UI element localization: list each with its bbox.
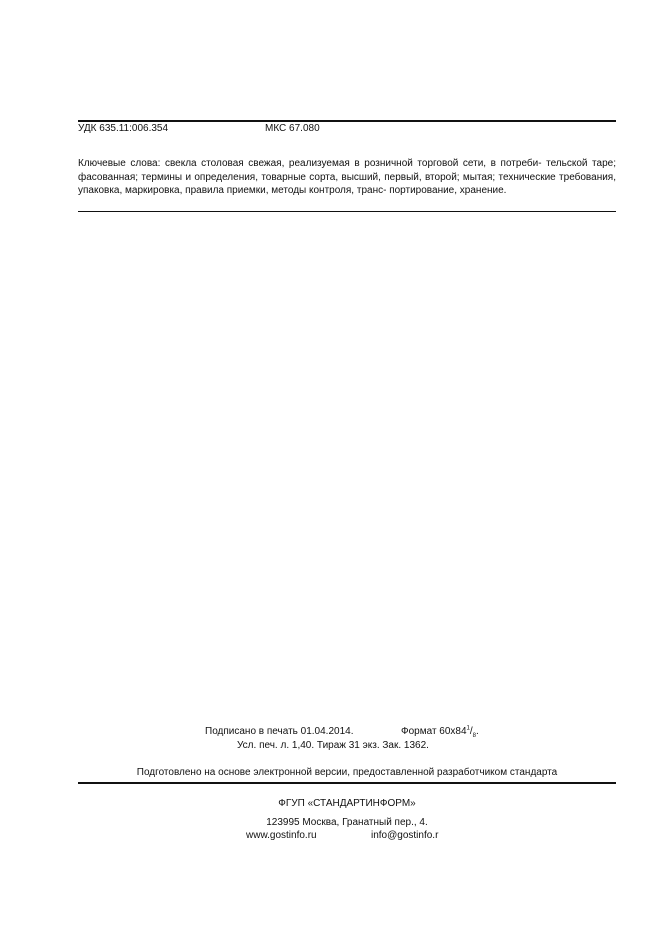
keywords-paragraph: Ключевые слова: свекла столовая свежая, реализуемая в розничной торговой сети, в потреби- тельской таре; фасованная; термины и определения, товарные сорта, высший, первый, второй; мытая; технические требования, упаковка, маркировка, правила приемки, методы контроля, транс- портирование, хранение. — [78, 158, 616, 196]
publisher-address: 123995 Москва, Гранатный пер., 4. — [266, 817, 428, 828]
format-end: . — [476, 726, 479, 737]
print-details: Усл. печ. л. 1,40. Тираж 31 экз. Зак. 1362. — [237, 740, 429, 751]
signed-date: Подписано в печать 01.04.2014. — [205, 726, 354, 737]
format-prefix: Формат 60x84 — [401, 726, 467, 737]
udk-code: УДК 635.11:006.354 — [78, 123, 169, 134]
mks-code: МКС 67.080 — [265, 123, 320, 134]
keywords-rule — [78, 211, 616, 212]
prepared-note: Подготовлено на основе электронной версии, предоставленной разработчиком стандарта — [136, 767, 558, 778]
format-separator: / — [469, 726, 473, 737]
format-numerator: 1 — [466, 725, 470, 732]
publisher-email[interactable]: info@gostinfo.r — [371, 830, 439, 841]
footer-rule — [78, 782, 616, 784]
publisher-website[interactable]: www.gostinfo.ru — [246, 830, 317, 841]
format-denominator: 8 — [472, 733, 477, 739]
publisher-name: ФГУП «СТАНДАРТИНФОРМ» — [278, 798, 416, 809]
print-format — [401, 725, 479, 738]
